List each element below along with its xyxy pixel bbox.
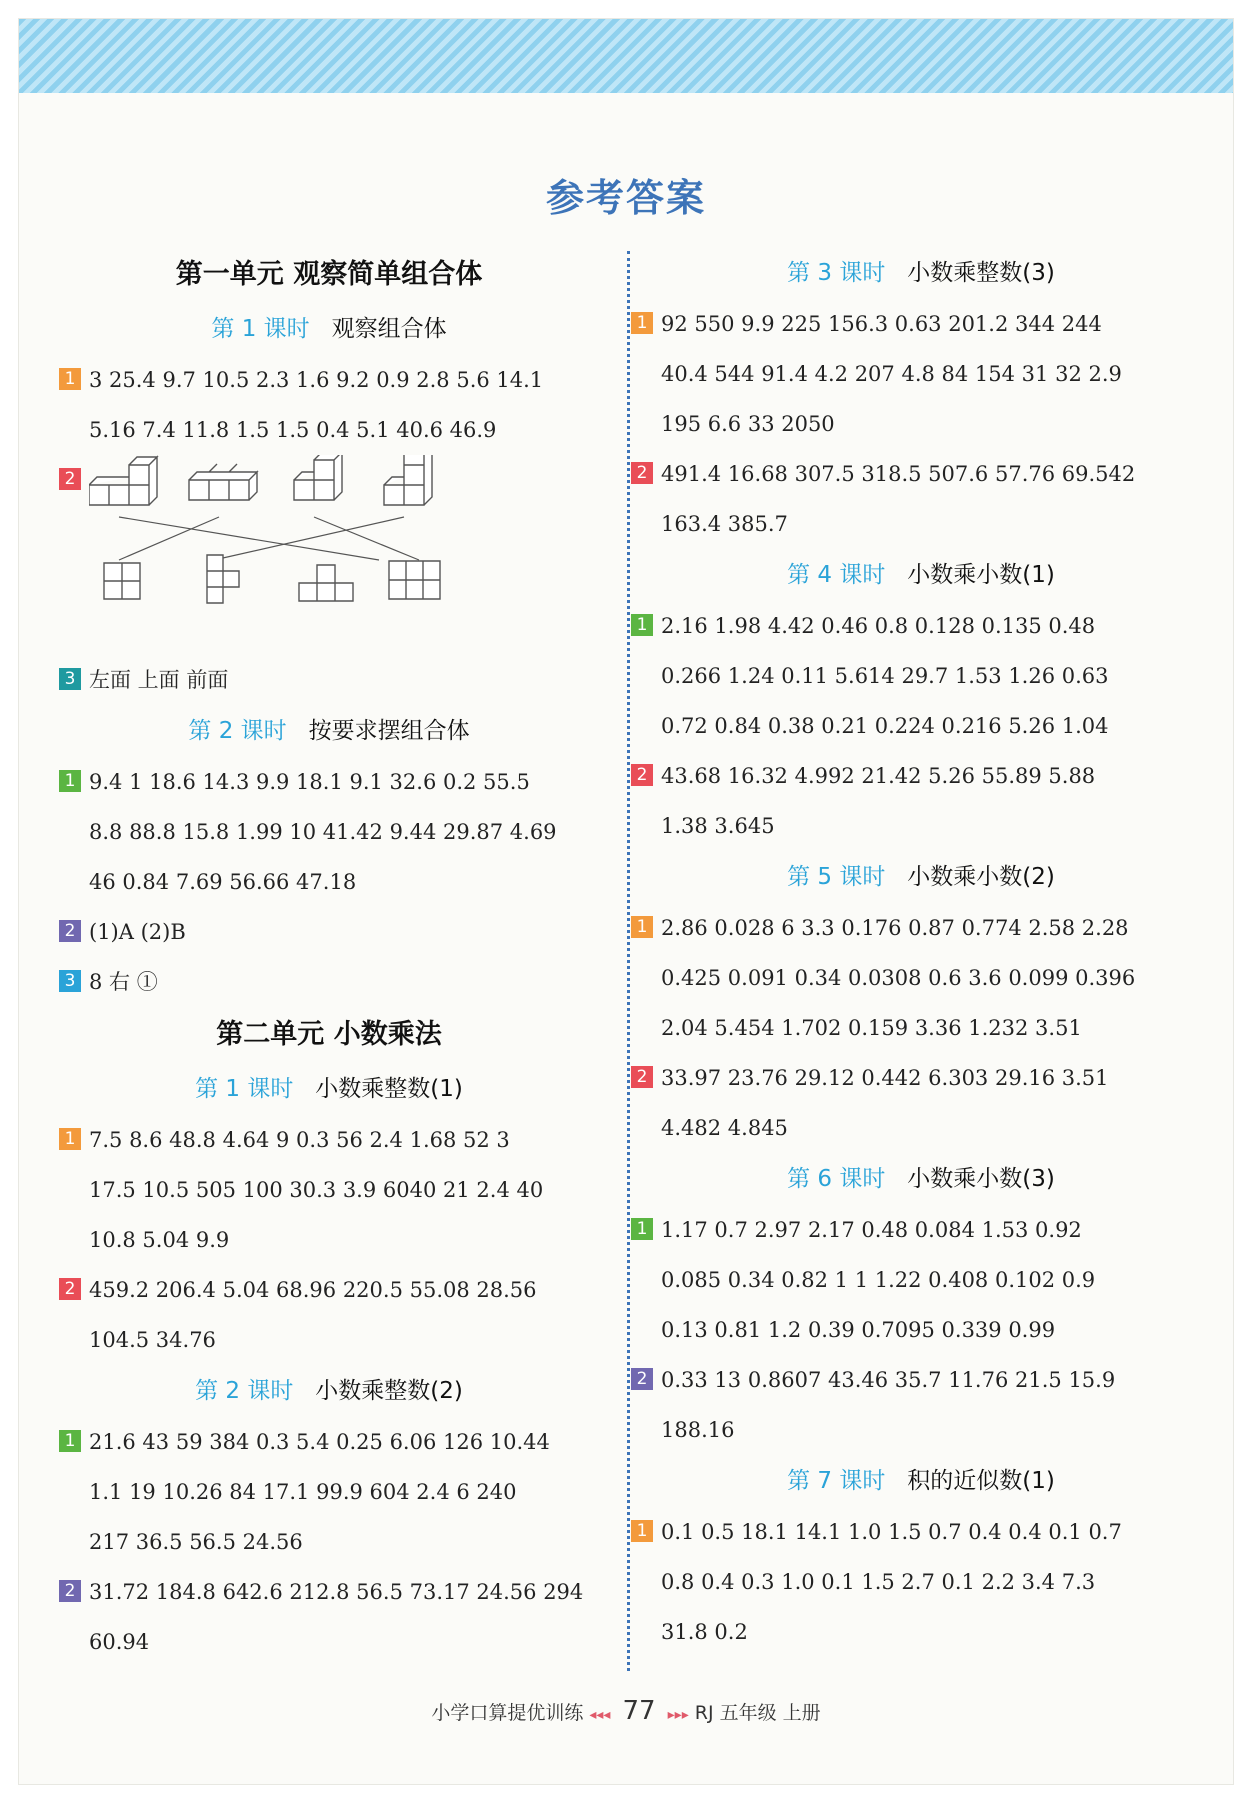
answer-line: 左面 上面 前面 (89, 668, 229, 692)
answer-line: 0.425 0.091 0.34 0.0308 0.6 3.6 0.099 0.396 (661, 966, 1136, 990)
exercise-1 (631, 1205, 1211, 1355)
answer-line: 2.16 1.98 4.42 0.46 0.8 0.128 0.135 0.48 (661, 614, 1096, 638)
exercise-badge: 1 (631, 1218, 653, 1240)
answer-line: 459.2 206.4 5.04 68.96 220.5 55.08 28.56 (89, 1278, 537, 1302)
answer-line: 33.97 23.76 29.12 0.442 6.303 29.16 3.51 (661, 1066, 1109, 1090)
answer-line: 60.94 (89, 1630, 150, 1654)
lesson-name: 小数乘整数(3) (907, 260, 1055, 286)
answer-line: 0.1 0.5 18.1 14.1 1.0 1.5 0.7 0.4 0.4 0.1 0.7 (661, 1520, 1122, 1544)
lesson-number: 第 1 课时 (195, 1076, 294, 1102)
answer-line: 188.16 (661, 1418, 735, 1442)
lesson-name: 小数乘小数(1) (907, 562, 1055, 588)
answer-line: 2.04 5.454 1.702 0.159 3.36 1.232 3.51 (661, 1016, 1082, 1040)
answer-line: 8.8 88.8 15.8 1.99 10 41.42 9.44 29.87 4.69 (89, 820, 557, 844)
lesson-title (59, 1063, 599, 1115)
lesson-title (631, 851, 1211, 903)
lesson-title (59, 705, 599, 757)
answer-line: 163.4 385.7 (661, 512, 788, 536)
exercise-badge: 1 (59, 1430, 81, 1452)
answer-line: 491.4 16.68 307.5 318.5 507.6 57.76 69.542 (661, 462, 1136, 486)
answer-line: 0.085 0.34 0.82 1 1 1.22 0.408 0.102 0.9 (661, 1268, 1096, 1292)
exercise-1 (631, 299, 1211, 449)
exercise-1 (59, 1115, 599, 1265)
lesson-title (631, 549, 1211, 601)
lesson-name: 小数乘整数(2) (315, 1378, 463, 1404)
answer-line: 2.86 0.028 6 3.3 0.176 0.87 0.774 2.58 2.28 (661, 916, 1129, 940)
lesson-number: 第 4 课时 (787, 562, 886, 588)
matching-diagram (89, 455, 539, 655)
left-column (59, 247, 599, 1667)
lesson-number: 第 3 课时 (787, 260, 886, 286)
lesson-number: 第 6 课时 (787, 1166, 886, 1192)
answer-line: 0.72 0.84 0.38 0.21 0.224 0.216 5.26 1.04 (661, 714, 1109, 738)
answer-line: 21.6 43 59 384 0.3 5.4 0.25 6.06 126 10.44 (89, 1430, 550, 1454)
exercise-badge: 2 (59, 1278, 81, 1300)
exercise-2 (59, 907, 599, 957)
block-views-diagram (89, 455, 599, 655)
exercise-badge: 3 (59, 668, 81, 690)
answer-line: 1.38 3.645 (661, 814, 775, 838)
answer-line: 8 右 ① (89, 970, 158, 994)
answer-line: 0.13 0.81 1.2 0.39 0.7095 0.339 0.99 (661, 1318, 1056, 1342)
column-divider (627, 251, 630, 1671)
answer-line: 10.8 5.04 9.9 (89, 1228, 230, 1252)
lesson-name: 小数乘小数(2) (907, 864, 1055, 890)
exercise-2 (59, 455, 599, 655)
top-decorative-band (19, 19, 1233, 93)
lesson-number: 第 5 课时 (787, 864, 886, 890)
unit-1-title: 第一单元 观察简单组合体 (175, 259, 483, 290)
lesson-number: 第 2 课时 (195, 1378, 294, 1404)
exercise-badge: 2 (631, 1368, 653, 1390)
page-title: 参考答案 (545, 176, 706, 220)
exercise-2 (59, 1567, 599, 1667)
lesson-number: 第 2 课时 (188, 718, 287, 744)
lesson-title (631, 1153, 1211, 1205)
lesson-name: 小数乘整数(1) (315, 1076, 463, 1102)
edition-info: RJ 五年级 上册 (694, 1702, 821, 1724)
exercise-badge: 3 (59, 970, 81, 992)
lesson-title (59, 1365, 599, 1417)
answer-line: 0.33 13 0.8607 43.46 35.7 11.76 21.5 15.9 (661, 1368, 1116, 1392)
exercise-2 (631, 1053, 1211, 1153)
exercise-1 (631, 1507, 1211, 1657)
exercise-badge: 2 (631, 1066, 653, 1088)
page (18, 18, 1234, 1785)
lesson-name: 小数乘小数(3) (907, 1166, 1055, 1192)
lesson-name: 积的近似数(1) (907, 1468, 1055, 1494)
exercise-1 (59, 757, 599, 907)
exercise-badge: 1 (631, 312, 653, 334)
page-footer (19, 1696, 1233, 1726)
answer-line: 4.482 4.845 (661, 1116, 788, 1140)
exercise-badge: 2 (59, 1580, 81, 1602)
exercise-badge: 1 (59, 770, 81, 792)
right-column (631, 247, 1211, 1657)
exercise-3 (59, 655, 599, 705)
answer-line: 3 25.4 9.7 10.5 2.3 1.6 9.2 0.9 2.8 5.6 14.1 (89, 368, 544, 392)
exercise-badge: 1 (631, 614, 653, 636)
lesson-name: 按要求摆组合体 (308, 718, 470, 744)
exercise-2 (631, 751, 1211, 851)
lesson-title (631, 247, 1211, 299)
answer-line: 46 0.84 7.69 56.66 47.18 (89, 870, 357, 894)
exercise-badge: 2 (59, 920, 81, 942)
exercise-2 (59, 1265, 599, 1365)
exercise-1 (59, 355, 599, 455)
answer-line: 195 6.6 33 2050 (661, 412, 835, 436)
lesson-title (631, 1455, 1211, 1507)
unit-2-title: 第二单元 小数乘法 (216, 1019, 442, 1050)
exercise-1 (631, 903, 1211, 1053)
answer-line: 31.8 0.2 (661, 1620, 748, 1644)
lesson-title (59, 303, 599, 355)
answer-line: 31.72 184.8 642.6 212.8 56.5 73.17 24.56 294 (89, 1580, 584, 1604)
left-arrows-icon: ◂◂◂ (589, 1707, 611, 1723)
exercise-3 (59, 957, 599, 1007)
exercise-badge: 1 (59, 368, 81, 390)
exercise-badge: 1 (631, 1520, 653, 1542)
exercise-2 (631, 449, 1211, 549)
answer-line: 1.17 0.7 2.97 2.17 0.48 0.084 1.53 0.92 (661, 1218, 1082, 1242)
answer-line: 9.4 1 18.6 14.3 9.9 18.1 9.1 32.6 0.2 55.5 (89, 770, 530, 794)
answer-line: 104.5 34.76 (89, 1328, 216, 1352)
page-number: 77 (622, 1696, 656, 1726)
exercise-badge: 2 (59, 468, 81, 490)
exercise-badge: 1 (59, 1128, 81, 1150)
answer-line: 0.266 1.24 0.11 5.614 29.7 1.53 1.26 0.63 (661, 664, 1109, 688)
answer-line: 1.1 19 10.26 84 17.1 99.9 604 2.4 6 240 (89, 1480, 517, 1504)
answer-line: 92 550 9.9 225 156.3 0.63 201.2 344 244 (661, 312, 1102, 336)
answer-line: 40.4 544 91.4 4.2 207 4.8 84 154 31 32 2.9 (661, 362, 1122, 386)
answer-line: 43.68 16.32 4.992 21.42 5.26 55.89 5.88 (661, 764, 1096, 788)
answer-line: 217 36.5 56.5 24.56 (89, 1530, 303, 1554)
lesson-number: 第 7 课时 (787, 1468, 886, 1494)
lesson-number: 第 1 课时 (211, 316, 310, 342)
exercise-badge: 2 (631, 462, 653, 484)
right-arrows-icon: ▸▸▸ (667, 1707, 689, 1723)
answer-line: 0.8 0.4 0.3 1.0 0.1 1.5 2.7 0.1 2.2 3.4 7.3 (661, 1570, 1096, 1594)
answer-line: (1)A (2)B (89, 920, 186, 944)
exercise-badge: 1 (631, 916, 653, 938)
answer-line: 5.16 7.4 11.8 1.5 1.5 0.4 5.1 40.6 46.9 (89, 418, 497, 442)
answer-line: 7.5 8.6 48.8 4.64 9 0.3 56 2.4 1.68 52 3 (89, 1128, 510, 1152)
exercise-2 (631, 1355, 1211, 1455)
lesson-name: 观察组合体 (331, 316, 447, 342)
exercise-badge: 2 (631, 764, 653, 786)
exercise-1 (59, 1417, 599, 1567)
answer-line: 17.5 10.5 505 100 30.3 3.9 6040 21 2.4 40 (89, 1178, 544, 1202)
exercise-1 (631, 601, 1211, 751)
book-title: 小学口算提优训练 (431, 1702, 584, 1724)
